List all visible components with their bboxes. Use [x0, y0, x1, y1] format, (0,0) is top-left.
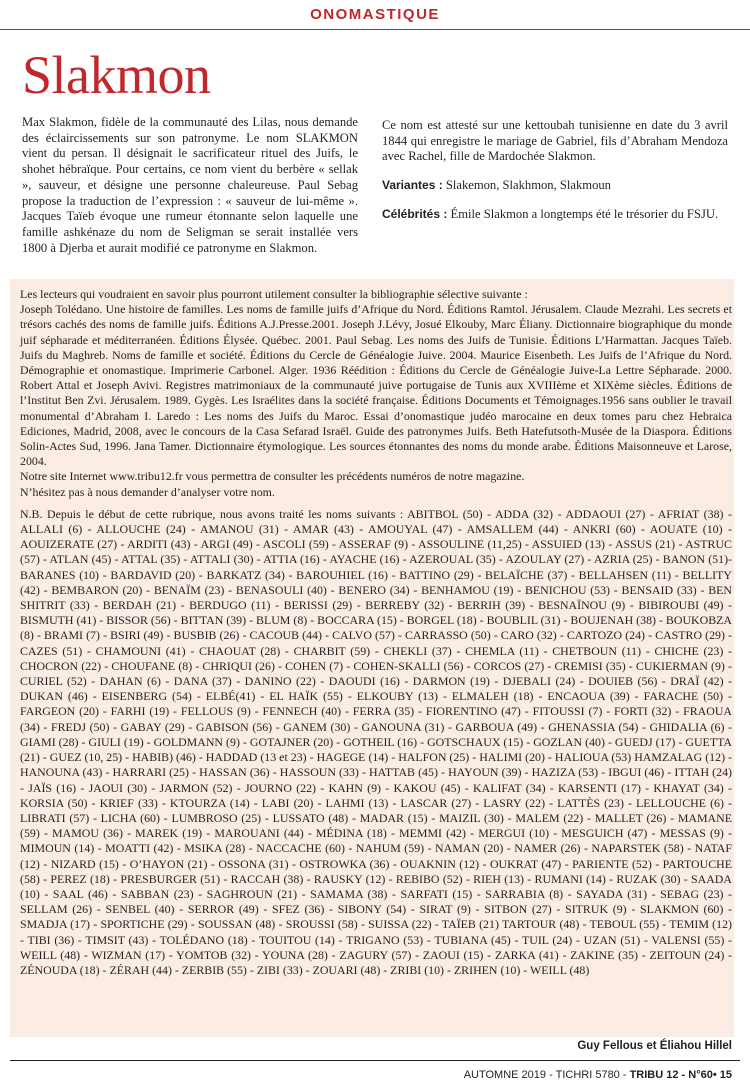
attestation-paragraph: Ce nom est attesté sur une kettoubah tunisienne en date du 3 avril 1844 qui enregistre le mariage de Gabriel, fils d’Abraham Mendoza avec Rachel, fille de Mardochée Slakmon. — [382, 118, 728, 164]
names-list: N.B. Depuis le début de cette rubrique, nous avons traité les noms suivants : ABITBOL (50) - ADDA (32) - ADDAOUI (27) - AFRIAT (38) - ALLALI (6) - ALLOUCHE (24) - AMANOU (31) - AMAR (43) - AMOUYAL (47) - AMSALLEM (44) - ANKRI (60) - AOUATE (10) - AOUIZERATE (27) - ARDITI (43) - ARGI (49) - ASCOLI (59) - ASSERAF (9) - ASSOULINE (11,25) - ASSUIED (13) - ASSUS (21) - ASTRUC (57) - ATLAN (45) - ATTAL (35) - ATTALI (30) - ATTIA (16) - AYACHE (16) - AZEROUAL (35) - AZOULAY (27) - AZRIA (25) - BANON (51)-BARANES (10) - BARDAVID (20) - BARKATZ (34) - BAROUHIEL (16) - BATTINO (29) - BELAÏCHE (37) - BELLAHSEN (11) - BELLITY (42) - BEMBARON (20) - BENAÏM (23) - BENASOULI (40) - BENERO (34) - BENHAMOU (19) - BENICHOU (53) - BENSAID (33) - BEN SHITRIT (33) - BERDAH (21) - BERDUGO (11) - BERISSI (29) - BERREBY (32) - BERRIH (39) - BESNAÏNOU (9) - BIBIROUBI (49) - BISMUTH (41) - BISSOR (56) - BITTAN (39) - BLUM (8) - BOCCARA (15) - BORGEL (18) - BOUBLIL (31) - BOUJENAH (38) - BOUKOBZA (8) - BRAMI (7) - BSIRI (49) - BUSBIB (26) - CACOUB (44) - CALVO (57) - CARRASSO (50) - CARO (32) - CARTOZO (24) - CASTRO (29) - CAZES (51) - CHAMOUNI (41) - CHAOUAT (28) - CHARBIT (59) - CHEKLI (37) - CHEMLA (11) - CHETBOUN (11) - CHICHE (23) - CHOCRON (22) - CHOUFANE (8) - CHRIQUI (26) - COHEN (7) - COHEN-SKALLI (56) - CORCOS (27) - CREMISI (35) - CUKIERMAN (9) - CURIEL (52) - DAHAN (6) - DANA (37) - DANINO (22) - DAOUDI (16) - DARMON (19) - DJEBALI (24) - DOUIEB (56) - DRAÏ (42) - DUKAN (46) - EISENBERG (54) - ELBÉ(41) - EL HAÏK (55) - ELKOUBY (13) - ELMALEH (18) - ENCAOUA (39) - FARACHE (50) - FARGEON (20) - FARHI (19) - FELLOUS (9) - FENNECH (40) - FERRA (35) - FIORENTINO (47) - FITOUSSI (7) - FORTI (32) - FRAOUA (34) - FREDJ (50) - GABAY (29) - GABISON (56) - GANEM (30) - GANOUNA (31) - GARBOUA (49) - GHENASSIA (54) - GHIDALIA (6) - GIAMI (28) - GIULI (19) - GOLDMANN (9) - GOTAJNER (20) - GOTHEIL (16) - GOTSCHAUX (15) - GOZLAN (40) - GUEDJ (17) - GUETTA (21) - GUEZ (10, 25) - HABIB) (46) - HADDAD (13 et 23) - HAGEGE (14) - HALFON (25) - HALIMI (20) - HALIOUA (53) HAMZALAG (12) - HANOUNA (43) - HARRARI (25) - HASSAN (36) - HASSOUN (33) - HATTAB (45) - HAYOUN (39) - HAZIZA (53) - IBGUI (46) - ITTAH (24) - JAÏS (16) - JAOUI (30) - JARMON (52) - JOURNO (22) - KAHN (9) - KAKOU (45) - KALIFAT (34) - KARSENTI (17) - KHAYAT (34) - KORSIA (50) - KRIEF (33) - KTOURZA (14) - LABI (20) - LAHMI (13) - LASCAR (27) - LASRY (22) - LATTÈS (23) - LELLOUCHE (6) - LIBRATI (57) - LICHA (60) - LUMBROSO (25) - LUSSATO (48) - MADAR (15) - MAIZIL (30) - MALEM (22) - MALLET (26) - MAMANE (59) - MAMOU (36) - MAREK (19) - MAROUANI (44) - MÉDINA (18) - MEMMI (42) - MERGUI (10) - MESGUICH (47) - MESSAS (9) - MIMOUN (14) - MOATTI (42) - MSIKA (28) - NACCACHE (60) - NAHUM (59) - NAMAN (20) - NAMER (26) - NAPARSTEK (58) - NATAF (12) - NIZARD (15) - O’HAYON (21) - OSSONA (31) - OSTROWKA (36) - OUAKNIN (12) - OUKRAT (47) - PARIENTE (52) - PARTOUCHE (58) - PEREZ (18) - PRESBURGER (51) - RACCAH (38) - RAUSKY (12) - REBIBO (52) - RIEH (13) - RUMANI (14) - RUZAK (30) - SAADA (10) - SAAL (46) - SABBAN (23) - SAGHROUN (21) - SAMAMA (38) - SARFATI (15) - SARRABIA (8) - SAYADA (31) - SEBAG (23) - SELLAM (26) - SENBEL (40) - SERROR (49) - SFEZ (36) - SIBONY (54) - SIRAT (9) - SITBON (27) - SITRUK (9) - SLAKMON (60) - SMADJA (17) - SPORTICHE (29) - SOUSSAN (48) - SROUSSI (58) - SUISSA (22) - TAÏEB (21) TARTOUR (48) - TEBOUL (55) - TEMIM (12) - TIBI (36) - TIMSIT (43) - TOLÉDANO (18) - TOUITOU (14) - TRIGANO (53) - TUBIANA (45) - TUIL (24) - UZAN (51) - VALENSI (55) - WEILL (48) - WIZMAN (17) - YOMTOB (32) - YOUNA (28) - ZAGURY (57) - ZAOUI (15) - ZARKA (41) - ZAKINE (35) - ZEITOUN (24) - ZÉNOUDA (18) - ZÉRAH (44) - ZERBIB (55) - ZIBI (33) - ZOUARI (48) - ZRIBI (10) - ZRIHEN (10) - WEILL (48) — [20, 506, 732, 977]
bibliography-box — [10, 279, 734, 1037]
website-note: Notre site Internet www.tribu12.fr vous permettra de consulter les précédents numéros de notre magazine. — [20, 469, 525, 484]
folio-issue: AUTOMNE 2019 - TICHRI 5780 - — [463, 1069, 630, 1081]
rubric-divider — [0, 29, 750, 30]
article-right-column — [382, 118, 728, 223]
intro-paragraph: Max Slakmon, fidèle de la communauté des Lilas, nous demande des éclaircissements sur son patronyme. Le nom SLAKMON vient du persan. Il désignait le sacrificateur rituel des Juifs, le shohet hébraïque. Pour certains, ce nom vient du berbère « sellak », sauveur, et désigne une personne chaleureuse. Paul Sebag propose la traduction de l’expression : « sauveur de lui-même ». Jacques Taïeb évoque une rumeur étonnante selon laquelle une famille ashkénaze du nom de Seligman se serait installée vers 1800 à Djerba et aurait modifié ce patronyme en Slakmon. — [22, 115, 358, 255]
article-left-column — [22, 115, 358, 256]
variantes-paragraph — [382, 178, 728, 194]
variantes-text: Slakemon, Slakhmon, Slakmoun — [445, 178, 611, 193]
celebrites-text: Émile Slakmon a longtemps été le trésorier du FSJU. — [450, 206, 719, 221]
rubric-title: ONOMASTIQUE — [310, 6, 440, 23]
bibliography-intro: Les lecteurs qui voudraient en savoir plus pourront utilement consulter la bibliographie sélective suivante : — [20, 287, 528, 301]
bibliography-text: Joseph Tolédano. Une histoire de familles. Les noms de famille juifs d’Afrique du Nord. Éditions Ramtol. Jérusalem. Claude Mezrahi. Les secrets et trésors cachés des noms de famille juifs. Éditions A.J.Presse.2001. Joseph J.Lévy, Josué Elkouby, Marc Éliany. Dictionnaire biographique du monde juif sépharade et méditerranéen. Éditions Élysée. Québec. 2001. Paul Sebag. Les noms des Juifs de Tunisie. Éditions L’Harmattan. Jacques Taïeb. Juifs du Maghreb. Noms de famille et société. Éditions du Cercle de Généalogie Juive. 2004. Maurice Eisenbeth. Les Juifs de l’Afrique du Nord. Démographie et onomastique. Imprimerie Carbonel. Alger. 1936 Réédition : Éditions du Cercle de Généalogie Juive-La Lettre Sépharade. 2000. Robert Attal et Joseph Avivi. Registres matrimoniaux de la communauté juive portugaise de Tunis aux XVIIIème et XIXème siècles. Éditions de l’Institut Ben Zvi. Jérusalem. 1989. Gygès. Les Israélites dans la société française. Éditions Documents et Témoignages.1956 sans oublier le travail monumental d’Abraham I. Laredo : Les noms des Juifs du Maroc. Essai d’onomastique judéo marocaine en deux tomes paru chez Hebraica Ediciones, Madrid, 2008, avec le concours de la Casa Sefarad Israël. Guide des patronymes Juifs. Beth Hatefutsoth-Musée de la Diaspora. Éditions Solin-Actes Sud, 1996. Jana Tamer. Dictionnaire étymologique. Les sources étonnantes des noms du monde arabe. Éditions Maisonneuve et Larose, 2004. — [20, 302, 732, 469]
footer-divider — [10, 1060, 740, 1061]
bibliography-content — [20, 287, 732, 978]
authors-signature: Guy Fellous et Éliahou Hillel — [577, 1040, 732, 1052]
rubric-header — [0, 0, 750, 32]
folio-page: • 15 — [712, 1069, 732, 1081]
celebrites-paragraph — [382, 207, 728, 223]
closing-note: N’hésitez pas à nous demander d’analyser votre nom. — [20, 484, 275, 499]
variantes-label: Variantes : — [382, 178, 443, 193]
folio-magazine: TRIBU 12 - N°60 — [629, 1069, 713, 1081]
page-folio — [464, 1069, 732, 1081]
article-title: Slakmon — [22, 45, 211, 105]
celebrites-label: Célébrités : — [382, 206, 448, 221]
